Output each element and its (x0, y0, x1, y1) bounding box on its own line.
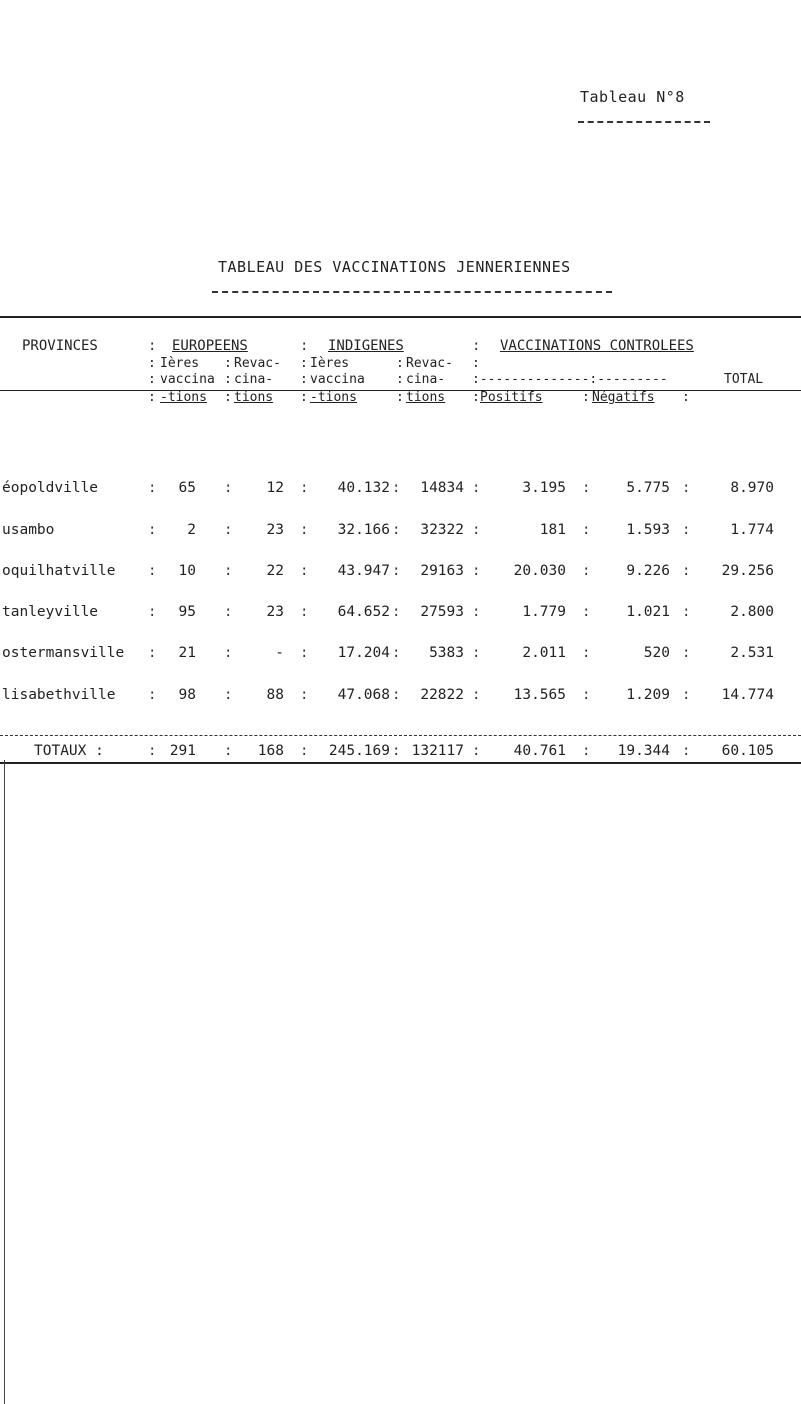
province-name: tanleyville (2, 604, 99, 620)
cell-eur-revac: - (275, 645, 284, 661)
colon-sep: : (300, 645, 309, 661)
cell-eur-ieres: 98 (178, 687, 196, 703)
table-bottom-rule (0, 762, 801, 764)
colon-sep: : (682, 522, 691, 538)
colon-sep: : (148, 522, 157, 538)
cell-ind-revac: 27593 (420, 604, 464, 620)
subheader-negatifs: Négatifs (592, 390, 655, 405)
cell-eur-revac: 23 (266, 522, 284, 538)
table-number-underline (578, 121, 710, 123)
colon-sep: : (148, 563, 157, 579)
colon-sep: : (224, 743, 233, 759)
colon-sep: : (300, 372, 308, 387)
colon-sep: : (472, 390, 480, 405)
subheader-eur-revac-3: tions (234, 390, 274, 405)
cell-negatifs: 1.209 (626, 687, 670, 703)
cell-ind-revac: 22822 (420, 687, 464, 703)
cell-total: 29.256 (721, 563, 774, 579)
colon-sep: : (392, 645, 401, 661)
province-name: ostermansville (2, 645, 125, 661)
col-header-provinces: PROVINCES (22, 338, 98, 354)
cell-ind-revac: 29163 (420, 563, 464, 579)
cell-ind-ieres: 32.166 (337, 522, 390, 538)
colon-sep: : (300, 356, 308, 371)
cell-negatifs: 9.226 (626, 563, 670, 579)
colon-sep: : (472, 480, 481, 496)
totals-eur-revac: 168 (257, 743, 284, 759)
cell-total: 2.800 (730, 604, 774, 620)
colon-sep: : (396, 390, 404, 405)
cell-eur-revac: 22 (266, 563, 284, 579)
colon-sep: : (300, 480, 309, 496)
totals-label: TOTAUX : (34, 743, 104, 759)
cell-eur-revac: 23 (266, 604, 284, 620)
colon-sep: : (148, 743, 157, 759)
colon-sep: : (392, 522, 401, 538)
cell-ind-revac: 32322 (420, 522, 464, 538)
colon-sep: : (224, 390, 232, 405)
colon-sep: : (224, 563, 233, 579)
page-title: TABLEAU DES VACCINATIONS JENNERIENNES (218, 258, 571, 276)
colon-sep: : (224, 356, 232, 371)
colon-sep: : (582, 522, 591, 538)
colon-sep: : (300, 687, 309, 703)
colon-sep: : (224, 604, 233, 620)
cell-total: 8.970 (730, 480, 774, 496)
totals-negatifs: 19.344 (617, 743, 670, 759)
province-name: lisabethville (2, 687, 116, 703)
colon-sep: : (148, 356, 156, 371)
colon-sep: : (300, 390, 308, 405)
colon-sep: : (300, 604, 309, 620)
colon-sep: : (682, 390, 690, 405)
colon-sep: : (392, 563, 401, 579)
cell-eur-ieres: 95 (178, 604, 196, 620)
cell-ind-ieres: 40.132 (337, 480, 390, 496)
colon-sep: : (300, 743, 309, 759)
colon-sep: : (148, 480, 157, 496)
colon-sep: : (582, 390, 590, 405)
colon-sep: : (682, 563, 691, 579)
colon-sep: : (472, 687, 481, 703)
cell-positifs: 20.030 (513, 563, 566, 579)
subheader-eur-ieres-3: -tions (160, 390, 207, 405)
cell-negatifs: 1.021 (626, 604, 670, 620)
colon-sep: : (224, 645, 233, 661)
cell-ind-ieres: 43.947 (337, 563, 390, 579)
colon-sep: : (682, 604, 691, 620)
colon-sep: : (682, 480, 691, 496)
totals-separator-rule (0, 735, 801, 736)
colon-sep: : (392, 743, 401, 759)
colon-sep: : (472, 563, 481, 579)
colon-sep: : (148, 687, 157, 703)
cell-eur-revac: 88 (266, 687, 284, 703)
cell-ind-revac: 14834 (420, 480, 464, 496)
totals-positifs: 40.761 (513, 743, 566, 759)
cell-eur-ieres: 21 (178, 645, 196, 661)
subheader-eur-ieres-1: Ières (160, 356, 200, 371)
colon-sep: : (148, 645, 157, 661)
table-top-rule (0, 316, 801, 318)
province-name: éopoldville (2, 480, 99, 496)
colon-sep: : (224, 522, 233, 538)
subheader-ind-ieres-1: Ières (310, 356, 350, 371)
cell-eur-revac: 12 (266, 480, 284, 496)
cell-total: 1.774 (730, 522, 774, 538)
cell-eur-ieres: 2 (187, 522, 196, 538)
colon-sep: : (300, 563, 309, 579)
colon-sep: : (472, 356, 480, 371)
colon-sep: : (682, 743, 691, 759)
colon-sep: : (582, 604, 591, 620)
cell-eur-ieres: 65 (178, 480, 196, 496)
colon-sep: : (392, 480, 401, 496)
colon-sep: : (582, 743, 591, 759)
cell-ind-revac: 5383 (429, 645, 464, 661)
colon-sep: : (582, 563, 591, 579)
colon-sep: : (148, 390, 156, 405)
cell-total: 2.531 (730, 645, 774, 661)
colon-sep: : (472, 645, 481, 661)
colon-sep: : (392, 687, 401, 703)
cell-positifs: 181 (539, 522, 566, 538)
cell-positifs: 13.565 (513, 687, 566, 703)
colon-sep: : (472, 522, 481, 538)
cell-total: 14.774 (721, 687, 774, 703)
colon-sep: : (224, 372, 232, 387)
subheader-eur-ieres-2: vaccina (160, 372, 215, 387)
province-name: usambo (2, 522, 55, 538)
colon-sep: : (582, 645, 591, 661)
title-underline (212, 291, 612, 293)
subheader-ind-revac-2: cina- (406, 372, 446, 387)
cell-ind-ieres: 47.068 (337, 687, 390, 703)
subheader-ind-revac-3: tions (406, 390, 446, 405)
colon-sep: : (148, 372, 156, 387)
subheader-ind-revac-1: Revac- (406, 356, 453, 371)
colon-sep: : (582, 687, 591, 703)
cell-positifs: 3.195 (522, 480, 566, 496)
totals-eur-ieres: 291 (169, 743, 196, 759)
subheader-ind-ieres-2: vaccina (310, 372, 365, 387)
totals-ind-revac: 132117 (411, 743, 464, 759)
colon-sep: : (148, 604, 157, 620)
province-name: oquilhatville (2, 563, 116, 579)
colon-sep: : (682, 687, 691, 703)
totals-ind-ieres: 245.169 (328, 743, 390, 759)
cell-ind-ieres: 17.204 (337, 645, 390, 661)
colon-sep: : (392, 604, 401, 620)
col-header-total: TOTAL (724, 372, 764, 387)
group-header-controlees: VACCINATIONS CONTROLEES (500, 338, 694, 354)
cell-ind-ieres: 64.652 (337, 604, 390, 620)
colon-sep: : (300, 338, 309, 354)
table-number: Tableau N°8 (580, 88, 685, 106)
cell-positifs: 1.779 (522, 604, 566, 620)
colon-sep: : (224, 687, 233, 703)
cell-negatifs: 520 (643, 645, 670, 661)
colon-sep: : (300, 522, 309, 538)
group-header-indigenes: INDIGENES (328, 338, 404, 354)
subheader-positifs: Positifs (480, 390, 543, 405)
colon-sep: : (396, 372, 404, 387)
colon-sep: : (472, 743, 481, 759)
colon-sep: : (396, 356, 404, 371)
subheader-eur-revac-1: Revac- (234, 356, 281, 371)
totals-total: 60.105 (721, 743, 774, 759)
cell-positifs: 2.011 (522, 645, 566, 661)
colon-sep: : (148, 338, 157, 354)
colon-sep: : (472, 338, 481, 354)
cell-negatifs: 1.593 (626, 522, 670, 538)
colon-sep: : (582, 480, 591, 496)
cell-negatifs: 5.775 (626, 480, 670, 496)
dashed-divider: :--------------:--------- (472, 372, 668, 387)
group-header-europeens: EUROPEENS (172, 338, 248, 354)
cell-eur-ieres: 10 (178, 563, 196, 579)
colon-sep: : (472, 604, 481, 620)
colon-sep: : (682, 645, 691, 661)
page-edge-mark (4, 760, 5, 1404)
subheader-eur-revac-2: cina- (234, 372, 274, 387)
subheader-ind-ieres-3: -tions (310, 390, 357, 405)
colon-sep: : (224, 480, 233, 496)
